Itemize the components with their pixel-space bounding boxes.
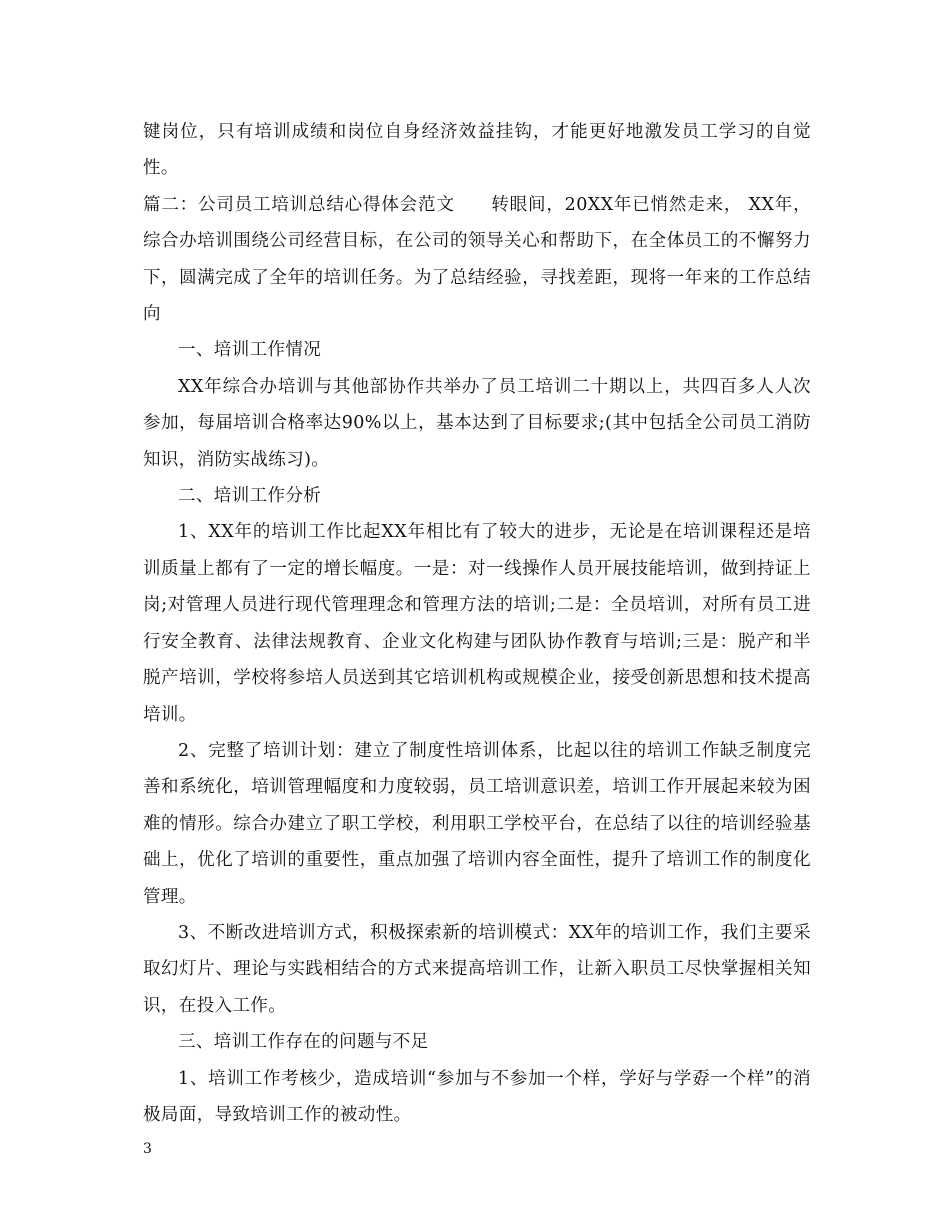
paragraph: 1、XX年的培训工作比起XX年相比有了较大的进步，无论是在培训课程还是培训质量上都有了一定的增长幅度。一是：对一线操作人员开展技能培训，做到持证上岗;对管理人员进行现代管理理念和管理方法的培训;二是：全员培训，对所有员工进行安全教育、法律法规教育、企业文化构建与团队协作教育与培训;三是：脱产和半脱产培训，学校将参培人员送到其它培训机构或规模企业，接受创新思想和技术提高培训。	[143, 522, 811, 725]
section-heading: 三、培训工作存在的问题与不足	[178, 1032, 429, 1053]
paragraph: 篇二：公司员工培训总结心得体会范文 转眼间，20XX年已悄然走来， XX年，综合办培训围绕公司经营目标，在公司的领导关心和帮助下，在全体员工的不懈努力下，圆满完成了全年的培训任务。为了总结经验，寻找差距，现将一年来的工作总结向	[143, 194, 811, 325]
paragraph: 1、培训工作考核少，造成培训“参加与不参加一个样，学好与学孬一个样”的消极局面，导致培训工作的被动性。	[143, 1068, 811, 1125]
paragraph: 3、不断改进培训方式，积极探索新的培训模式：XX年的培训工作，我们主要采取幻灯片、理论与实践相结合的方式来提高培训工作，让新入职员工尽快掌握相关知识，在投入工作。	[143, 922, 811, 1016]
section-heading: 一、培训工作情况	[178, 340, 322, 361]
paragraph: XX年综合办培训与其他部协作共举办了员工培训二十期以上，共四百多人人次参加，每届培训合格率达90%以上，基本达到了目标要求;(其中包括全公司员工消防知识，消防实战练习)。	[143, 376, 811, 470]
document-body	[143, 114, 811, 1133]
paragraph: 2、完整了培训计划：建立了制度性培训体系，比起以往的培训工作缺乏制度完善和系统化，培训管理幅度和力度较弱，员工培训意识差，培训工作开展起来较为困难的情形。综合办建立了职工学校，利用职工学校平台，在总结了以往的培训经验基础上，优化了培训的重要性，重点加强了培训内容全面性，提升了培训工作的制度化管理。	[143, 740, 811, 907]
page-number: 3	[143, 1141, 152, 1157]
paragraph: 键岗位，只有培训成绩和岗位自身经济效益挂钩，才能更好地激发员工学习的自觉性。	[143, 122, 811, 179]
section-heading: 二、培训工作分析	[178, 486, 322, 507]
